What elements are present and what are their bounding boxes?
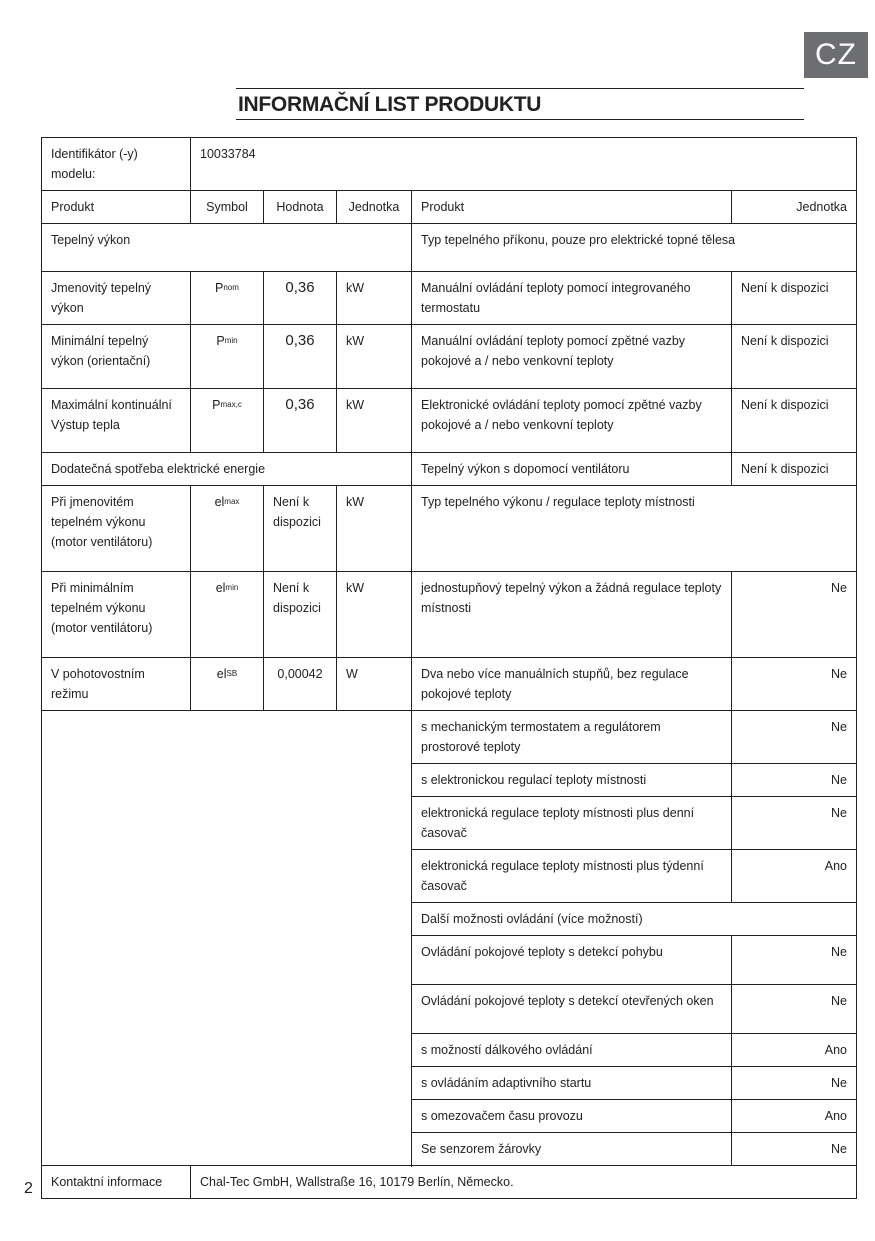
model-label: Identifikátor (-y) modelu: (42, 138, 191, 191)
symbol-cell: $P_{max,c}$ (191, 389, 264, 453)
heat-output-title: Tepelný výkon (42, 224, 412, 272)
table-row (42, 711, 857, 764)
table-row (42, 572, 857, 658)
header-unit: Jednotka (337, 191, 412, 224)
right-value: Ne (732, 797, 857, 850)
value-cell: 0,36 (264, 389, 337, 453)
value-cell: 0,36 (264, 272, 337, 325)
right-label: elektronická regulace teploty místnosti plus denní časovač (412, 797, 732, 850)
product-info-table (41, 137, 857, 1199)
contact-value: Chal-Tec GmbH, Wallstraße 16, 10179 Berlín, Německo. (191, 1166, 857, 1199)
symbol-cell: $el_{max}$ (191, 486, 264, 572)
row-label: Maximální kontinuální Výstup tepla (42, 389, 191, 453)
header-row (42, 191, 857, 224)
value-cell: Není k dispozici (264, 572, 337, 658)
row-label: V pohotovostním režimu (42, 658, 191, 711)
control-type-title: Typ tepelného výkonu / regulace teploty místnosti (412, 486, 857, 572)
right-value: Ne (732, 711, 857, 764)
right-value: Ne (732, 1133, 857, 1166)
contact-label: Kontaktní informace (42, 1166, 191, 1199)
page-number: 2 (24, 1180, 33, 1197)
right-label: jednostupňový tepelný výkon a žádná regulace teploty místnosti (412, 572, 732, 658)
symbol-cell: $P_{min}$ (191, 325, 264, 389)
table-row (42, 486, 857, 572)
unit-cell: kW (337, 272, 412, 325)
symbol-cell: $P_{nom}$ (191, 272, 264, 325)
right-value: Ano (732, 1100, 857, 1133)
header-value: Hodnota (264, 191, 337, 224)
right-value: Není k dispozici (732, 389, 857, 453)
right-label: Dva nebo více manuálních stupňů, bez regulace pokojové teploty (412, 658, 732, 711)
header-product: Produkt (42, 191, 191, 224)
right-value: Ne (732, 936, 857, 985)
right-label: Manuální ovládání teploty pomocí integrovaného termostatu (412, 272, 732, 325)
right-value: Ne (732, 764, 857, 797)
table-row (42, 658, 857, 711)
right-label: Ovládání pokojové teploty s detekcí pohybu (412, 936, 732, 985)
symbol-cell: $el_{min}$ (191, 572, 264, 658)
table-row (42, 272, 857, 325)
aux-title: Dodatečná spotřeba elektrické energie (42, 453, 412, 486)
row-label: Při minimálním tepelném výkonu (motor ventilátoru) (42, 572, 191, 658)
contact-row (42, 1166, 857, 1199)
row-label: Jmenovitý tepelný výkon (42, 272, 191, 325)
row-label: Při jmenovitém tepelném výkonu (motor ventilátoru) (42, 486, 191, 572)
unit-cell: kW (337, 389, 412, 453)
heat-output-section (42, 224, 857, 272)
right-value: Ne (732, 658, 857, 711)
language-badge: CZ (804, 32, 868, 78)
unit-cell: W (337, 658, 412, 711)
right-label: s mechanickým termostatem a regulátorem prostorové teploty (412, 711, 732, 764)
right-value: Ano (732, 1034, 857, 1067)
right-value: Ne (732, 985, 857, 1034)
right-label: Elektronické ovládání teploty pomocí zpětné vazby pokojové a / nebo venkovní teploty (412, 389, 732, 453)
unit-cell: kW (337, 325, 412, 389)
aux-section (42, 453, 857, 486)
symbol-cell: $el_{SB}$ (191, 658, 264, 711)
right-label: s ovládáním adaptivního startu (412, 1067, 732, 1100)
page-title: INFORMAČNÍ LIST PRODUKTU (238, 93, 542, 116)
header-product-2: Produkt (412, 191, 732, 224)
value-cell: 0,36 (264, 325, 337, 389)
right-label: Ovládání pokojové teploty s detekcí otevřených oken (412, 985, 732, 1034)
right-value: Není k dispozici (732, 272, 857, 325)
header-symbol: Symbol (191, 191, 264, 224)
right-label: Manuální ovládání teploty pomocí zpětné vazby pokojové a / nebo venkovní teploty (412, 325, 732, 389)
right-value: Ne (732, 572, 857, 658)
unit-cell: kW (337, 486, 412, 572)
empty-left-block (42, 711, 412, 1166)
value-cell: Není k dispozici (264, 486, 337, 572)
model-row (42, 138, 857, 191)
right-value: Ne (732, 1067, 857, 1100)
fan-heat-output-value: Není k dispozici (732, 453, 857, 486)
header-unit-2: Jednotka (732, 191, 857, 224)
value-cell: 0,00042 (264, 658, 337, 711)
fan-heat-output-label: Tepelný výkon s dopomocí ventilátoru (412, 453, 732, 486)
table-row (42, 389, 857, 453)
row-label: Minimální tepelný výkon (orientační) (42, 325, 191, 389)
heat-input-type-title: Typ tepelného příkonu, pouze pro elektrické topné tělesa (412, 224, 857, 272)
table-row (42, 325, 857, 389)
right-value: Není k dispozici (732, 325, 857, 389)
right-label: s elektronickou regulací teploty místnosti (412, 764, 732, 797)
right-label: s možností dálkového ovládání (412, 1034, 732, 1067)
other-options-title: Další možnosti ovládání (více možností) (412, 903, 857, 936)
right-label: s omezovačem času provozu (412, 1100, 732, 1133)
unit-cell: kW (337, 572, 412, 658)
title-rule (236, 88, 804, 120)
model-value: 10033784 (191, 138, 857, 191)
right-label: elektronická regulace teploty místnosti plus týdenní časovač (412, 850, 732, 903)
right-value: Ano (732, 850, 857, 903)
right-label: Se senzorem žárovky (412, 1133, 732, 1166)
